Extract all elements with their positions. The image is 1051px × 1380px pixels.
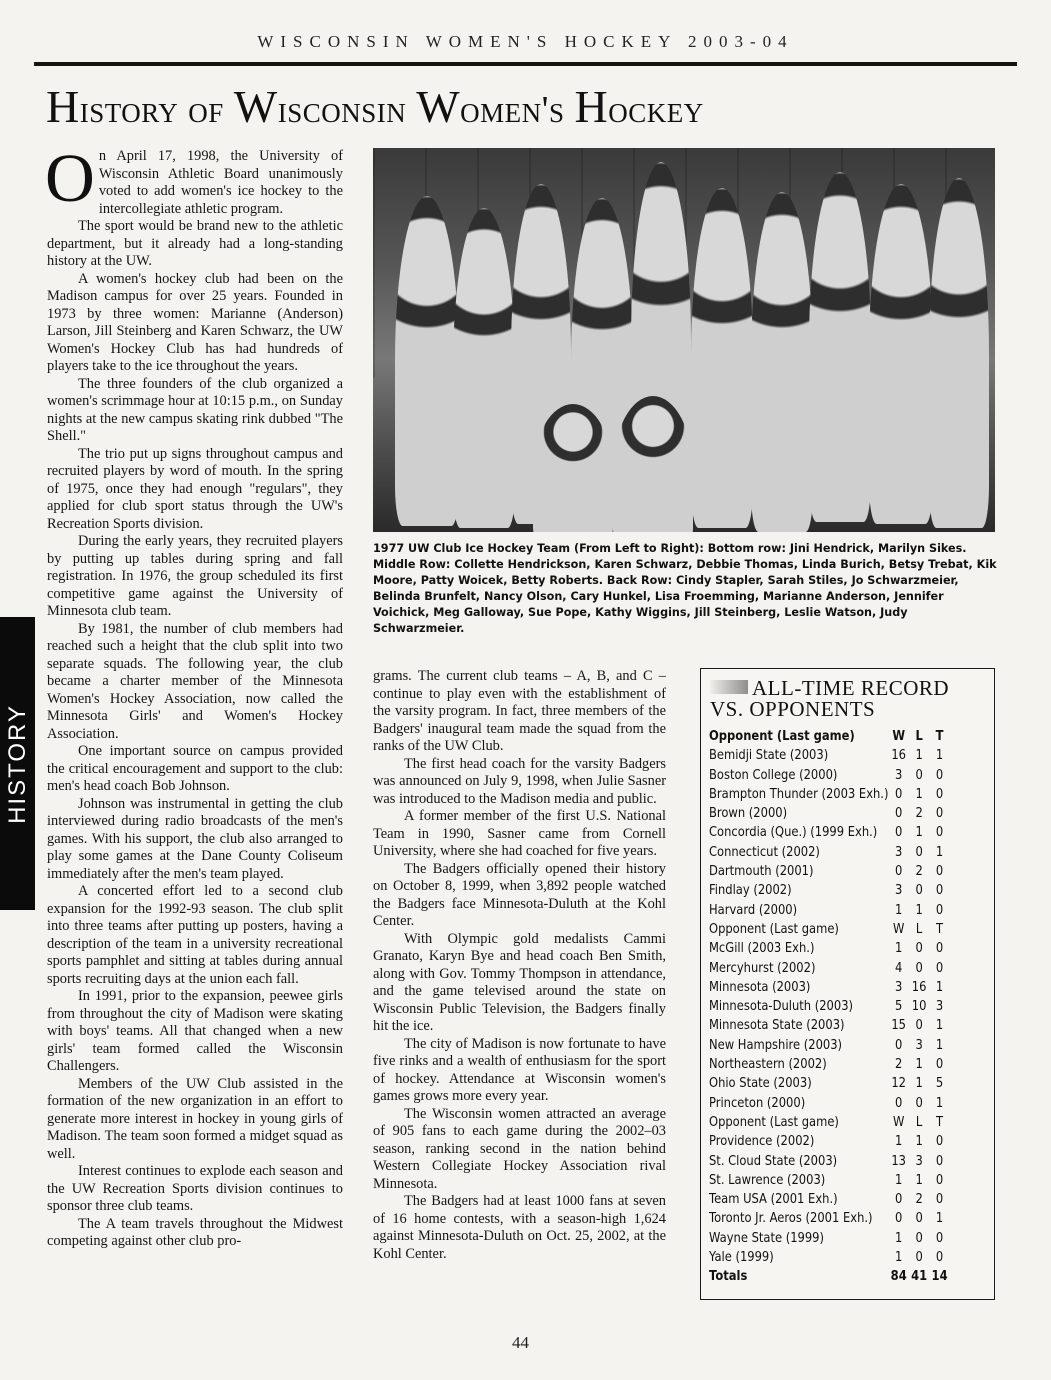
total-losses: 41 [911,1269,928,1285]
all-time-record-box [700,668,995,1300]
opponent-cell: Brown (2000) [709,806,788,822]
opponent-cell: Concordia (Que.) (1999 Exh.) [709,825,878,841]
ties-cell: 5 [935,1076,944,1092]
table-row [709,843,950,862]
table-row [709,1016,950,1035]
losses-cell: 1 [915,786,923,802]
opponent-cell: Mercyhurst (2002) [709,960,816,976]
wins-cell: 3 [895,979,903,995]
wins-cell: 15 [891,1018,907,1034]
table-row [709,1055,950,1074]
losses-cell: 0 [915,1230,923,1246]
wins-cell: 1 [895,902,903,918]
column-header-losses: L [915,729,923,744]
losses-cell: 2 [915,864,923,880]
ties-cell: 0 [935,1250,944,1266]
photo-player [869,184,933,524]
table-row [709,862,950,881]
middle-article-column [373,668,666,1263]
opponent-cell: Findlay (2002) [709,883,792,899]
section-tab-label: HISTORY [3,703,31,824]
article-paragraph: The A team travels throughout the Midwest competing against other club pro- [47,1215,343,1249]
article-paragraph: grams. The current club teams – A, B, and C – continue to play even with the establishment of the varsity program. In fact, three members of the Badgers' inaugural team made the squad from the ranks of the UW Club. [373,668,666,754]
ties-cell: 0 [935,960,944,976]
wins-cell: 16 [891,748,907,764]
ties-cell: 1 [935,844,944,860]
ties-cell: 0 [935,883,944,899]
losses-cell: 2 [915,806,923,822]
losses-cell: 3 [915,1037,923,1053]
opponent-cell: St. Lawrence (2003) [709,1172,826,1188]
article-paragraph: The Badgers had at least 1000 fans at seven of 16 home contests, with a season-high 1,624 against Minnesota-Duluth on Oct. 25, 2002, at the Kohl Center. [373,1193,666,1262]
opponent-cell: Bemidji State (2003) [709,748,829,764]
wins-cell: 0 [895,786,903,802]
photo-player [395,196,459,526]
ties-cell: 0 [935,864,944,880]
article-paragraph: The three founders of the club organized a women's scrimmage hour at 10:15 p.m., on Sunday nights at the new campus skating rink dubbed "The Shell." [47,375,343,444]
wins-cell: 5 [895,999,903,1015]
wins-cell: W [892,1114,905,1130]
table-row [709,1094,950,1113]
ties-cell: 0 [935,902,944,918]
table-row [709,766,950,785]
opponent-cell: Yale (1999) [709,1250,774,1266]
opponent-cell: McGill (2003 Exh.) [709,941,815,957]
table-row [709,978,950,997]
page-title: History of Wisconsin Women's Hockey [46,81,704,132]
wins-cell: 1 [895,1172,903,1188]
article-paragraph: A concerted effort led to a second club expansion for the 1992-93 season. The club split into three teams after putting up posters, having a description of the team in a university recreational sports pamphlet and sitting at tables during annual sports recruiting days at the union each fall. [47,883,343,987]
opponent-cell: Opponent (Last game) [709,1114,839,1130]
ties-cell: 0 [935,806,944,822]
table-row [709,1209,950,1228]
ties-cell: 1 [935,1211,944,1227]
table-row [709,1248,950,1267]
ties-cell: 0 [935,1172,944,1188]
article-paragraph: One important source on campus provided the critical encouragement and support to the club: men's head coach Bob Johnson. [47,743,343,794]
opponent-cell: Brampton Thunder (2003 Exh.) [709,786,889,802]
record-table-body [709,746,950,1286]
page-number: 44 [512,1333,529,1352]
ties-cell: 0 [935,1057,944,1073]
losses-cell: 0 [915,941,923,957]
ties-cell: T [936,921,944,937]
table-row [709,1152,950,1171]
running-head: WISCONSIN WOMEN'S HOCKEY 2003-04 [257,32,794,51]
photo-player [809,172,871,522]
losses-cell: 1 [915,1134,923,1150]
table-row [709,1229,950,1248]
opponent-cell: Princeton (2000) [709,1095,806,1111]
ties-cell: 0 [935,941,944,957]
opponent-cell: St. Cloud State (2003) [709,1153,838,1169]
article-paragraph: The sport would be brand new to the athletic department, but it already had a long-standing history at the UW. [47,218,343,269]
ties-cell: 1 [935,1095,944,1111]
section-tab [0,617,35,910]
wins-cell: 0 [895,1192,903,1208]
ties-cell: 0 [935,1134,944,1150]
wins-cell: 1 [895,1250,903,1266]
losses-cell: 10 [911,999,927,1015]
ties-cell: 3 [935,999,944,1015]
column-header-wins: W [892,729,906,744]
column-header-ties: T [935,729,944,744]
wins-cell: 1 [895,1134,903,1150]
table-row [709,997,950,1016]
wins-cell: 3 [895,767,903,783]
photo-player [751,192,813,532]
team-photo [373,148,995,532]
losses-cell: 0 [915,960,923,976]
wins-cell: 0 [895,1211,903,1227]
opponent-cell: Minnesota (2003) [709,979,811,995]
article-paragraph: A women's hockey club had been on the Madison campus for over 25 years. Founded in 1973 by three women: Marianne (Anderson) Larson, Jill Steinberg and Karen Schwarz, the UW Women's Hockey Club has had hundreds of players take to the ice throughout the years. [47,270,343,374]
table-row [709,1132,950,1151]
heading-gradient-bar [710,680,748,694]
losses-cell: 1 [915,1172,923,1188]
wins-cell: 1 [895,1230,903,1246]
table-row [709,1171,950,1190]
column-header-opponent: Opponent (Last game) [709,729,855,744]
opponent-cell: Connecticut (2002) [709,844,820,860]
ties-cell: 0 [935,1230,944,1246]
losses-cell: 1 [915,1057,923,1073]
article-paragraph: In 1991, prior to the expansion, peewee girls from throughout the city of Madison were skating with boys' teams. All that changed when a new girls' team formed called the Wisconsin Challengers. [47,988,343,1074]
wins-cell: 12 [891,1076,907,1092]
photo-player [691,188,753,528]
losses-cell: 3 [915,1153,923,1169]
record-table [709,727,950,1287]
wins-cell: W [892,921,905,937]
article-paragraph: With Olympic gold medalists Cammi Granato, Karyn Bye and head coach Ben Smith, along with Gov. Tommy Thompson in attendance, and the game televised around the state on Wisconsin Public Television, the Badgers finally hit the ice. [373,930,666,1034]
article-paragraph: Interest continues to explode each season and the UW Recreation Sports division continues to sponsor three club teams. [47,1163,343,1214]
total-wins: 84 [890,1269,907,1285]
opponent-cell: New Hampshire (2003) [709,1037,843,1053]
record-table-header [709,727,950,746]
article-paragraph: On April 17, 1998, the University of Wisconsin Athletic Board unanimously voted to add women's ice hockey to the intercollegiate athletic program. [45,140,343,217]
wins-cell: 0 [895,1037,903,1053]
opponent-cell: Toronto Jr. Aeros (2001 Exh.) [709,1211,873,1227]
top-rule [34,62,1017,66]
opponent-cell: Opponent (Last game) [709,921,839,937]
table-row [709,1113,950,1132]
opponent-cell: Wayne State (1999) [709,1230,825,1246]
losses-cell: 1 [915,825,923,841]
losses-cell: 0 [915,883,923,899]
losses-cell: 0 [915,1250,923,1266]
opponent-cell: Team USA (2001 Exh.) [709,1192,838,1208]
table-row [709,746,950,765]
losses-cell: 1 [915,1076,923,1092]
table-row [709,920,950,939]
article-paragraph: The Wisconsin women attracted an average of 905 fans to each game during the 2002–03 season, ranking second in the nation behind Western Collegiate Hockey Association rival Minnesota. [373,1105,666,1192]
ties-cell: T [936,1114,944,1130]
table-row [709,1190,950,1209]
left-article-column [45,140,343,1251]
ties-cell: 0 [935,767,944,783]
opponent-cell: Minnesota-Duluth (2003) [709,999,854,1015]
ties-cell: 1 [935,1018,944,1034]
total-ties: 14 [931,1269,948,1285]
table-row [709,1074,950,1093]
table-row [709,804,950,823]
losses-cell: L [915,921,923,937]
wins-cell: 0 [895,864,903,880]
article-paragraph: The city of Madison is now fortunate to have five rinks and a wealth of enthusiasm for the sport of hockey. Attendance at Wisconsin women's games grows more every year. [373,1035,666,1104]
ties-cell: 0 [935,825,944,841]
ties-cell: 1 [935,979,944,995]
wins-cell: 2 [895,1057,903,1073]
photo-player [533,404,613,532]
losses-cell: 0 [915,1095,923,1111]
article-paragraph: A former member of the first U.S. National Team in 1990, Sasner came from Cornell University, where she had coached for five years. [373,808,666,859]
ties-cell: 0 [935,1153,944,1169]
ties-cell: 1 [935,1037,944,1053]
table-row [709,901,950,920]
table-row [709,959,950,978]
article-paragraph: Johnson was instrumental in getting the club interviewed during radio broadcasts of the men's games. With his support, the club also arranged to play some games at the Dane County Coliseum immediately after the men's team played. [47,795,343,882]
wins-cell: 0 [895,806,903,822]
losses-cell: 0 [915,1211,923,1227]
losses-cell: L [915,1114,923,1130]
opponent-cell: Ohio State (2003) [709,1076,812,1092]
opponent-cell: Minnesota State (2003) [709,1018,845,1034]
wins-cell: 3 [895,844,903,860]
wins-cell: 3 [895,883,903,899]
table-row [709,881,950,900]
wins-cell: 1 [895,941,903,957]
table-row [709,1036,950,1055]
losses-cell: 2 [915,1192,923,1208]
opponent-cell: Harvard (2000) [709,902,798,918]
photo-player [453,208,515,528]
totals-label: Totals [709,1269,748,1285]
drop-cap: O [45,140,95,216]
wins-cell: 0 [895,825,903,841]
opponent-cell: Boston College (2000) [709,767,838,783]
photo-caption: 1977 UW Club Ice Hockey Team (From Left to Right): Bottom row: Jini Hendrick, Marilyn Sikes. Middle Row: Collette Hendrickson, Karen Schwarz, Debbie Thomas, Linda Burich, Betsy Trebat, Kik Moore, Patty Woicek, Betty Roberts. Back Row: Cindy Stapler, Sarah Stiles, Jo Schwarzmeier, Belinda Brunfelt, Nancy Olson, Cary Hunkel, Lisa Froemming, Marianne Anderson, Jennifer Voichick, Meg Galloway, Sue Pope, Kathy Wiggins, Jill Steinberg, Leslie Watson, Judy Schwarzmeier. [373,542,997,635]
article-paragraph: During the early years, they recruited players by putting up tables during spring and fall registration. In 1976, the group scheduled its first competitive game against the University of Minnesota club team. [47,533,343,619]
wins-cell: 4 [895,960,903,976]
opponent-cell: Providence (2002) [709,1134,815,1150]
losses-cell: 16 [911,979,927,995]
opponent-cell: Dartmouth (2001) [709,864,814,880]
losses-cell: 0 [915,844,923,860]
table-row [709,823,950,842]
wins-cell: 0 [895,1095,903,1111]
article-paragraph: The first head coach for the varsity Badgers was announced on July 9, 1998, when Julie Sasner was introduced to the Madison media and public. [373,755,666,807]
losses-cell: 1 [915,902,923,918]
article-paragraph: The Badgers officially opened their history on October 8, 1999, when 3,892 people watched the Badgers face Minnesota-Duluth at the Kohl Center. [373,860,666,929]
record-heading: ALL-TIME RECORD VS. OPPONENTS [710,676,950,721]
article-paragraph: By 1981, the number of club members had reached such a height that the club split into two separate squads. The following year, the club became a charter member of the Minnesota Women's Hockey Association, now called the Minnesota Girls' and Women's Hockey Association. [47,620,343,742]
table-row [709,939,950,958]
losses-cell: 0 [915,767,923,783]
wins-cell: 13 [891,1153,907,1169]
totals-row [709,1267,950,1286]
ties-cell: 0 [935,786,944,802]
article-paragraph: The trio put up signs throughout campus and recruited players by word of mouth. In the spring of 1975, once they had enough "regulars", they applied for club sport status through the UW's Recreation Sports division. [47,445,343,532]
article-paragraph: Members of the UW Club assisted in the formation of the new organization in an effort to generate more interest in hockey in young girls of Madison. The team soon formed a midget squad as well. [47,1075,343,1162]
photo-player [929,178,989,528]
losses-cell: 1 [915,748,923,764]
opponent-cell: Northeastern (2002) [709,1057,827,1073]
table-row [709,785,950,804]
ties-cell: 1 [935,748,944,764]
ties-cell: 0 [935,1192,944,1208]
losses-cell: 0 [915,1018,923,1034]
